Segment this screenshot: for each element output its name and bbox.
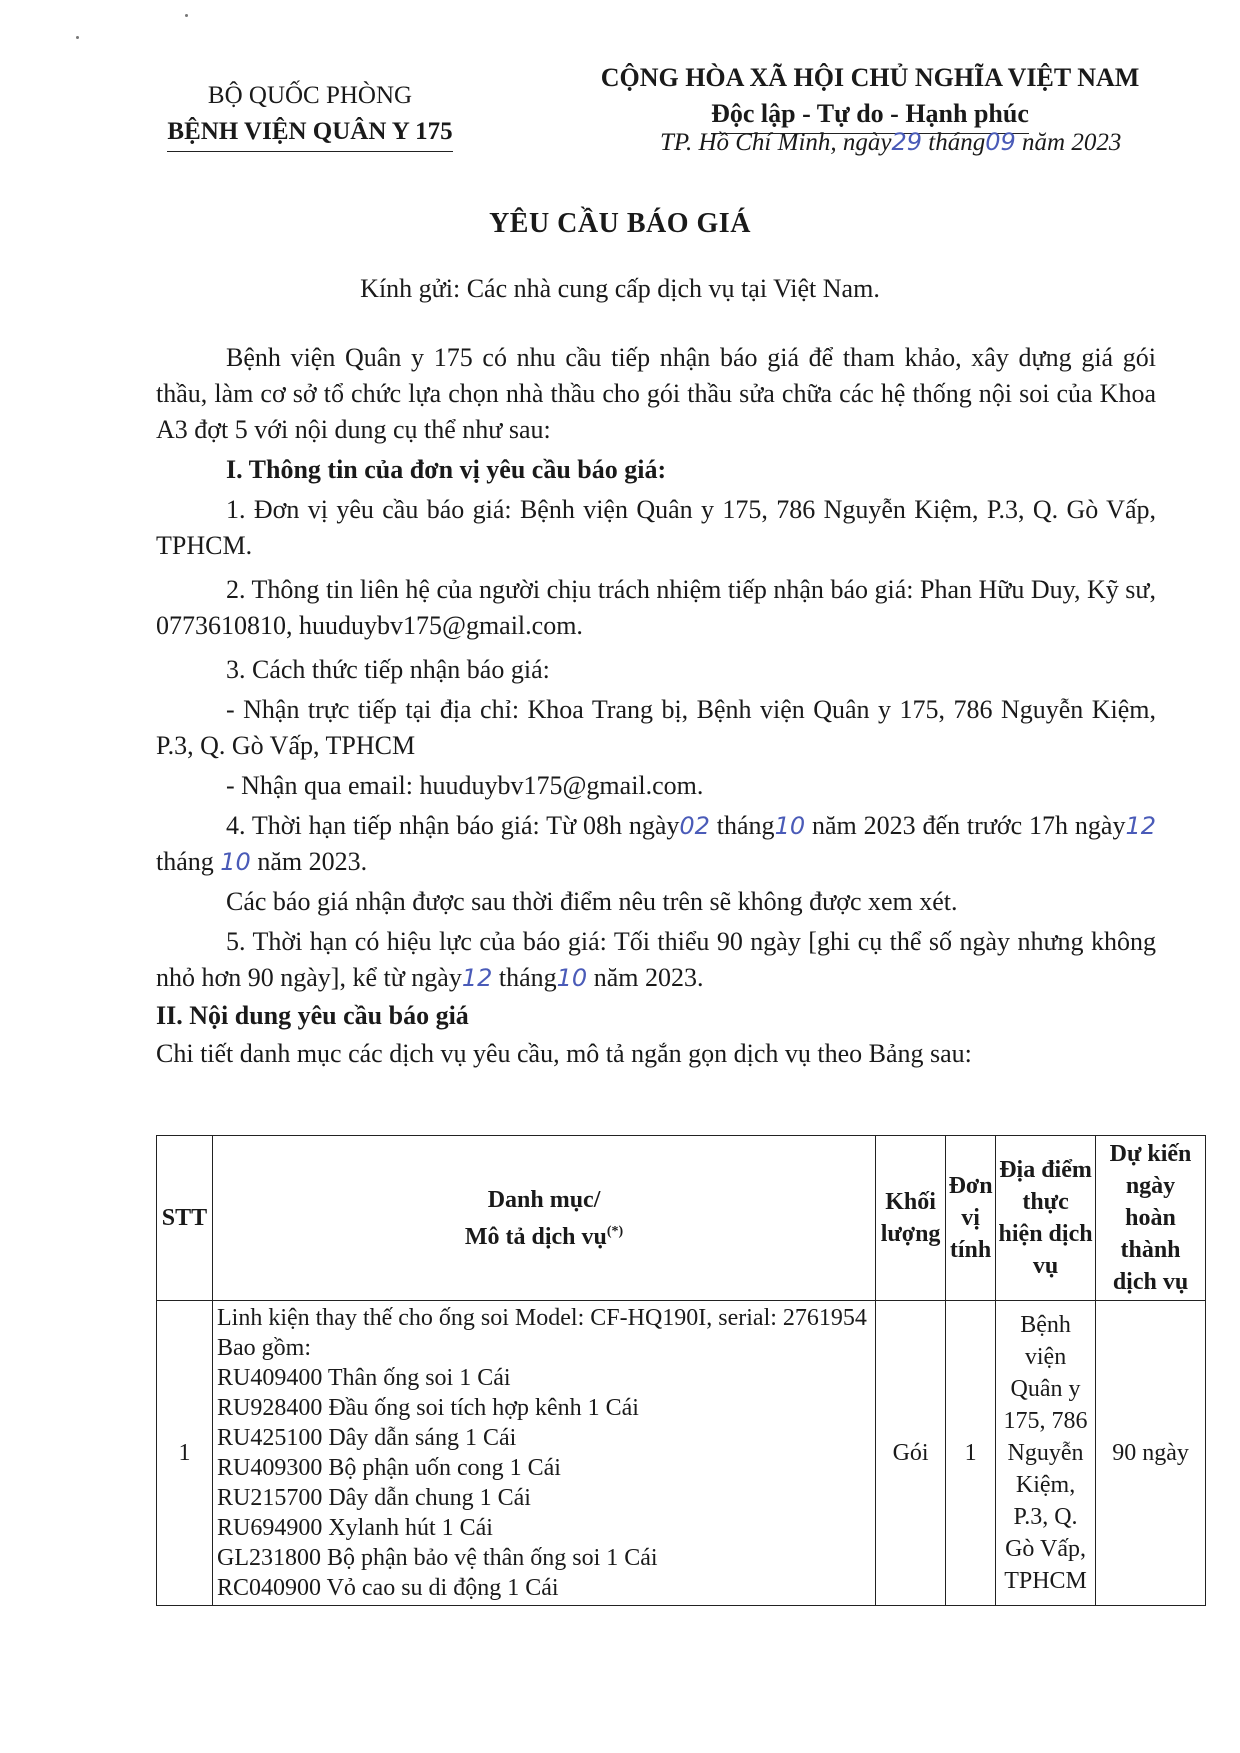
item4-month2: 10: [220, 848, 251, 876]
date-month: 09: [985, 128, 1016, 156]
row-description: [212, 1301, 875, 1606]
section2-subtitle: Chi tiết danh mục các dịch vụ yêu cầu, mô tả ngắn gọn dịch vụ theo Bảng sau:: [156, 1039, 972, 1068]
desc-line: RU425100 Dây dẫn sáng 1 Cái: [216, 1425, 517, 1451]
hospital-name: [120, 114, 500, 152]
desc-line: RU694900 Xylanh hút 1 Cái: [216, 1515, 493, 1541]
scan-speck: [185, 14, 188, 17]
header-description-sup: (*): [606, 1223, 624, 1239]
item4-text-b: tháng: [716, 811, 775, 840]
item4-text-e: năm 2023.: [257, 847, 368, 876]
date-year: năm 2023: [1022, 129, 1122, 156]
header-place: Địa điểm thực hiện dịch vụ: [996, 1136, 1096, 1301]
table-row: [157, 1301, 1206, 1606]
desc-line: RU215700 Dây dẫn chung 1 Cái: [216, 1485, 531, 1511]
body-text: [156, 340, 1156, 1072]
item4-text-d: tháng: [156, 847, 214, 876]
document-title: YÊU CẦU BÁO GIÁ: [489, 208, 751, 239]
row-completion-time: 90 ngày: [1096, 1301, 1206, 1606]
header-description-line2: [215, 1216, 873, 1253]
intro-paragraph: Bệnh viện Quân y 175 có nhu cầu tiếp nhận báo giá để tham khảo, xây dựng giá gói thầu, làm cơ sở tổ chức lựa chọn nhà thầu cho gói thầu sửa chữa các hệ thống nội soi của Khoa A3 đợt 5 với nội dung cụ thể như sau:: [156, 343, 1156, 444]
section1-item1: 1. Đơn vị yêu cầu báo giá: Bệnh viện Quân y 175, 786 Nguyễn Kiệm, P.3, Q. Gò Vấp, TPHCM.: [156, 495, 1156, 560]
scan-speck: [76, 36, 79, 39]
item5-text-b: tháng: [498, 963, 557, 992]
section1-item2: 2. Thông tin liên hệ của người chịu trách nhiệm tiếp nhận báo giá: Phan Hữu Duy, Kỹ sư, 0773610810, huuduybv175@gmail.com.: [156, 575, 1156, 640]
national-motto-text: Độc lập - Tự do - Hạnh phúc: [711, 96, 1029, 134]
item4-day2: 12: [1125, 812, 1156, 840]
greeting: Kính gửi: Các nhà cung cấp dịch vụ tại Việt Nam.: [360, 274, 880, 303]
header-description-line1: Danh mục/: [487, 1186, 601, 1213]
item5-text-a: 5. Thời hạn có hiệu lực của báo giá: Tối thiểu 90 ngày [ghi cụ thể số ngày nhưng không nhỏ hơn 90 ngày], kể từ ngày: [156, 927, 1156, 992]
item5-text-c: năm 2023.: [593, 963, 704, 992]
item4-month1: 10: [774, 812, 806, 840]
date-day: 29: [891, 128, 923, 156]
header-left: [120, 78, 500, 152]
header-completion-time: Dự kiến ngày hoàn thành dịch vụ: [1096, 1136, 1206, 1301]
quote-table: [156, 1135, 1206, 1606]
desc-line: Bao gồm:: [216, 1335, 311, 1361]
section1-item4: [156, 808, 1156, 880]
quote-table-wrap: [156, 1135, 1206, 1606]
desc-line: RC040900 Vỏ cao su di động 1 Cái: [216, 1575, 559, 1601]
header-description: [212, 1136, 875, 1301]
ministry-name: BỘ QUỐC PHÒNG: [207, 82, 413, 109]
row-place: Bệnh viện Quân y 175, 786 Nguyễn Kiệm, P.3, Q. Gò Vấp, TPHCM: [996, 1301, 1096, 1606]
late-note: Các báo giá nhận được sau thời điểm nêu trên sẽ không được xem xét.: [226, 887, 958, 916]
header-stt: STT: [157, 1136, 213, 1301]
section1-heading: I. Thông tin của đơn vị yêu cầu báo giá:: [226, 455, 667, 484]
desc-line: GL231800 Bộ phận bảo vệ thân ống soi 1 Cái: [216, 1545, 658, 1571]
date-line: [660, 128, 1180, 157]
hospital-name-text: BỆNH VIỆN QUÂN Y 175: [167, 114, 452, 152]
header-quantity: Khối lượng: [876, 1136, 946, 1301]
row-quantity: Gói: [876, 1301, 946, 1606]
section1-item3: 3. Cách thức tiếp nhận báo giá:: [226, 655, 550, 684]
header-unit: Đơn vị tính: [946, 1136, 996, 1301]
item5-month: 10: [556, 964, 588, 992]
section1-item5: [156, 924, 1156, 996]
row-stt: 1: [157, 1301, 213, 1606]
header-description-text: Mô tả dịch vụ: [464, 1223, 607, 1250]
section1-item3b: - Nhận qua email: huuduybv175@gmail.com.: [226, 771, 704, 800]
table-header-row: [157, 1136, 1206, 1301]
header-right: [580, 60, 1160, 134]
desc-line: RU409300 Bộ phận uốn cong 1 Cái: [216, 1455, 561, 1481]
item4-text-a: 4. Thời hạn tiếp nhận báo giá: Từ 08h ngày: [226, 811, 680, 840]
item5-day: 12: [461, 964, 493, 992]
section2-heading: II. Nội dung yêu cầu báo giá: [156, 1001, 469, 1030]
row-unit: 1: [946, 1301, 996, 1606]
section1-item3a: - Nhận trực tiếp tại địa chỉ: Khoa Trang bị, Bệnh viện Quân y 175, 786 Nguyễn Kiệm, P.3, Q. Gò Vấp, TPHCM: [156, 695, 1156, 760]
item4-text-c: năm 2023 đến trước 17h ngày: [811, 811, 1126, 840]
desc-line: Linh kiện thay thế cho ống soi Model: CF-HQ190I, serial: 2761954: [216, 1305, 867, 1331]
country-name: CỘNG HÒA XÃ HỘI CHỦ NGHĨA VIỆT NAM: [600, 63, 1140, 92]
date-month-label: tháng: [928, 129, 986, 156]
desc-line: RU409400 Thân ống soi 1 Cái: [216, 1365, 511, 1391]
date-prefix: TP. Hồ Chí Minh, ngày: [660, 129, 892, 156]
item4-day1: 02: [679, 812, 710, 840]
desc-line: RU928400 Đầu ống soi tích hợp kênh 1 Cái: [216, 1395, 639, 1421]
